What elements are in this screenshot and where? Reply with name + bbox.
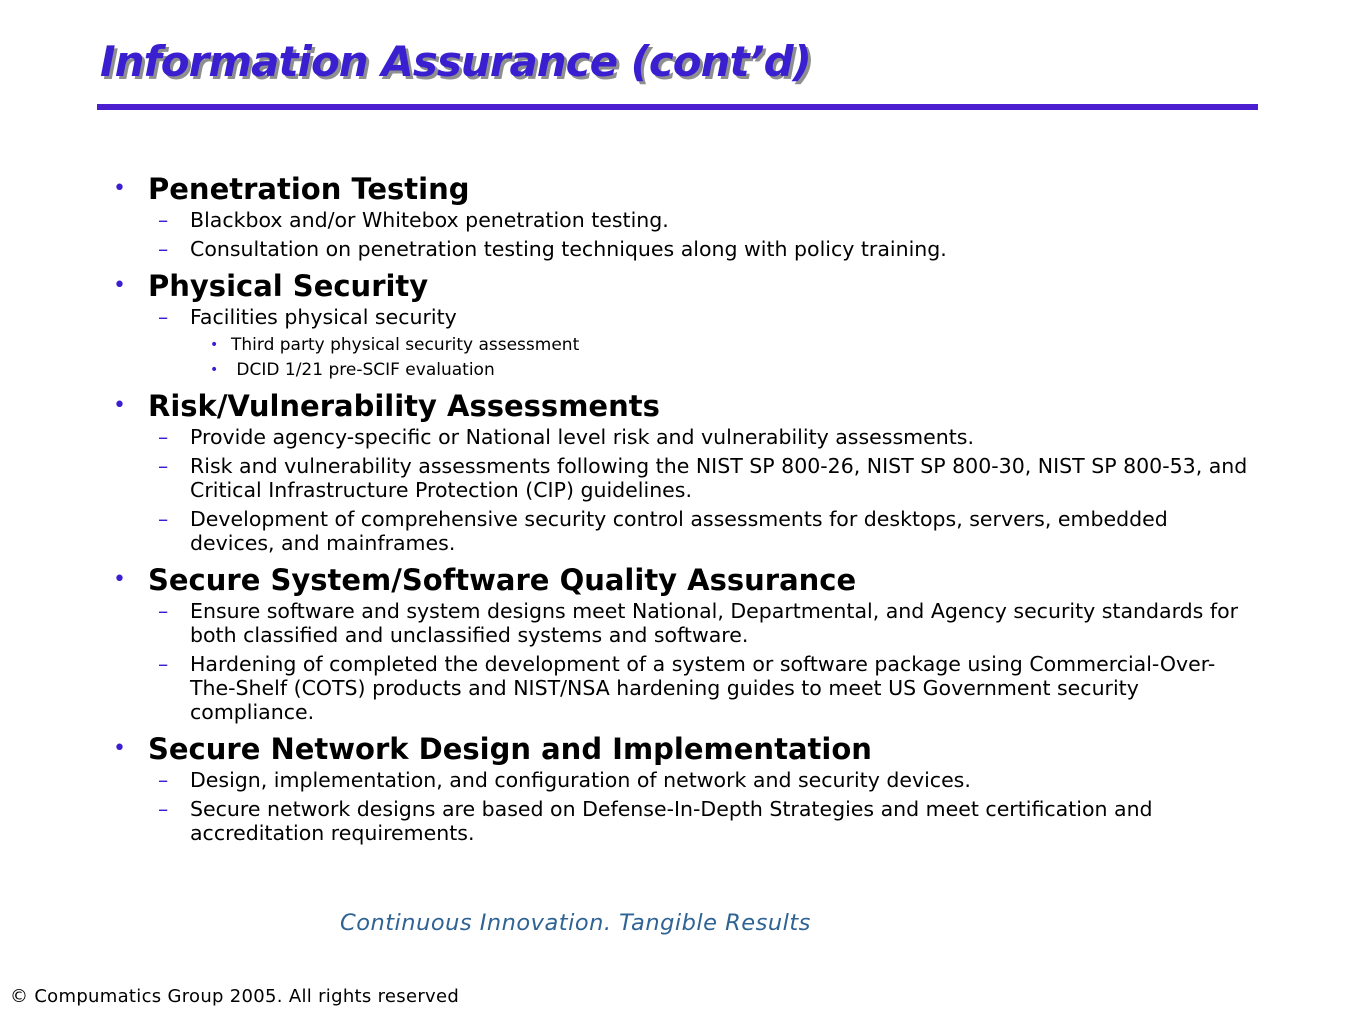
sub-item-list: [113, 768, 1253, 845]
dash-icon: –: [158, 652, 169, 676]
section-heading: [113, 561, 1253, 599]
sub-item: [113, 652, 1253, 724]
bullet-icon: •: [113, 567, 126, 592]
dash-icon: –: [158, 237, 169, 261]
copyright-notice: [10, 985, 459, 1009]
dash-icon: –: [158, 425, 169, 449]
sub-item-text: Facilities physical security: [190, 305, 457, 329]
section-heading-text: Penetration Testing: [148, 172, 470, 206]
section-item: [113, 561, 1253, 724]
section-item: [113, 267, 1253, 381]
sub-item-text: Hardening of completed the development of a system or software package using Commercial-Over-The-Shelf (COTS) products and NIST/NSA hardening guides to meet US Government security compliance.: [190, 652, 1216, 724]
section-heading: [113, 387, 1253, 425]
bullet-icon: •: [113, 393, 126, 418]
small-bullet-icon: •: [210, 362, 219, 378]
sub-item: [113, 797, 1253, 845]
bullet-icon: •: [113, 273, 126, 298]
tagline: Continuous Innovation. Tangible Results: [340, 910, 811, 936]
sub-sub-item-text: Third party physical security assessment: [231, 335, 580, 355]
bullet-icon: •: [113, 736, 126, 761]
section-list: [113, 170, 1253, 845]
dash-icon: –: [158, 454, 169, 478]
slide-title: Information Assurance (cont’d): [100, 37, 811, 86]
section-item: [113, 170, 1253, 261]
copyright-text: Compumatics Group 2005. All rights reserved: [34, 986, 460, 1007]
copyright-icon: ©: [10, 986, 29, 1007]
section-item: [113, 730, 1253, 845]
section-heading-text: Secure Network Design and Implementation: [148, 732, 872, 766]
sub-item: [113, 305, 1253, 329]
bullet-icon: •: [113, 176, 126, 201]
section-heading: [113, 730, 1253, 768]
dash-icon: –: [158, 768, 169, 792]
dash-icon: –: [158, 797, 169, 821]
sub-item-text: Provide agency-specific or National level risk and vulnerability assessments.: [190, 425, 974, 449]
sub-item: [113, 425, 1253, 449]
sub-item-list: [113, 305, 1253, 381]
sub-item: [113, 507, 1253, 555]
sub-sub-item-list: [113, 334, 1253, 381]
section-heading: [113, 267, 1253, 305]
section-heading-text: Risk/Vulnerability Assessments: [148, 389, 660, 423]
title-divider: [97, 104, 1258, 110]
sub-sub-item-text: DCID 1/21 pre-SCIF evaluation: [231, 360, 495, 380]
slide-content: [113, 170, 1253, 851]
dash-icon: –: [158, 208, 169, 232]
sub-item-text: Development of comprehensive security control assessments for desktops, servers, embedded devices, and mainframes.: [190, 507, 1168, 555]
dash-icon: –: [158, 507, 169, 531]
sub-item: [113, 237, 1253, 261]
sub-item: [113, 208, 1253, 232]
section-heading-text: Secure System/Software Quality Assurance: [148, 563, 857, 597]
sub-item: [113, 454, 1253, 502]
section-item: [113, 387, 1253, 555]
sub-item: [113, 599, 1253, 647]
sub-sub-item: [113, 359, 1253, 381]
sub-sub-item: [113, 334, 1253, 356]
sub-item: [113, 768, 1253, 792]
dash-icon: –: [158, 305, 169, 329]
sub-item-list: [113, 599, 1253, 724]
sub-item-text: Secure network designs are based on Defense-In-Depth Strategies and meet certification and accreditation requirements.: [190, 797, 1153, 845]
sub-item-text: Ensure software and system designs meet National, Departmental, and Agency security standards for both classified and unclassified systems and software.: [190, 599, 1239, 647]
section-heading: [113, 170, 1253, 208]
sub-item-list: [113, 425, 1253, 555]
sub-item-text: Risk and vulnerability assessments following the NIST SP 800-26, NIST SP 800-30, NIST SP 800-53, and Critical Infrastructure Protection (CIP) guidelines.: [190, 454, 1248, 502]
section-heading-text: Physical Security: [148, 269, 429, 303]
dash-icon: –: [158, 599, 169, 623]
sub-item-text: Consultation on penetration testing techniques along with policy training.: [190, 237, 947, 261]
sub-item-list: [113, 208, 1253, 261]
sub-item-text: Blackbox and/or Whitebox penetration testing.: [190, 208, 669, 232]
sub-item-text: Design, implementation, and configuration of network and security devices.: [190, 768, 971, 792]
small-bullet-icon: •: [210, 337, 219, 353]
